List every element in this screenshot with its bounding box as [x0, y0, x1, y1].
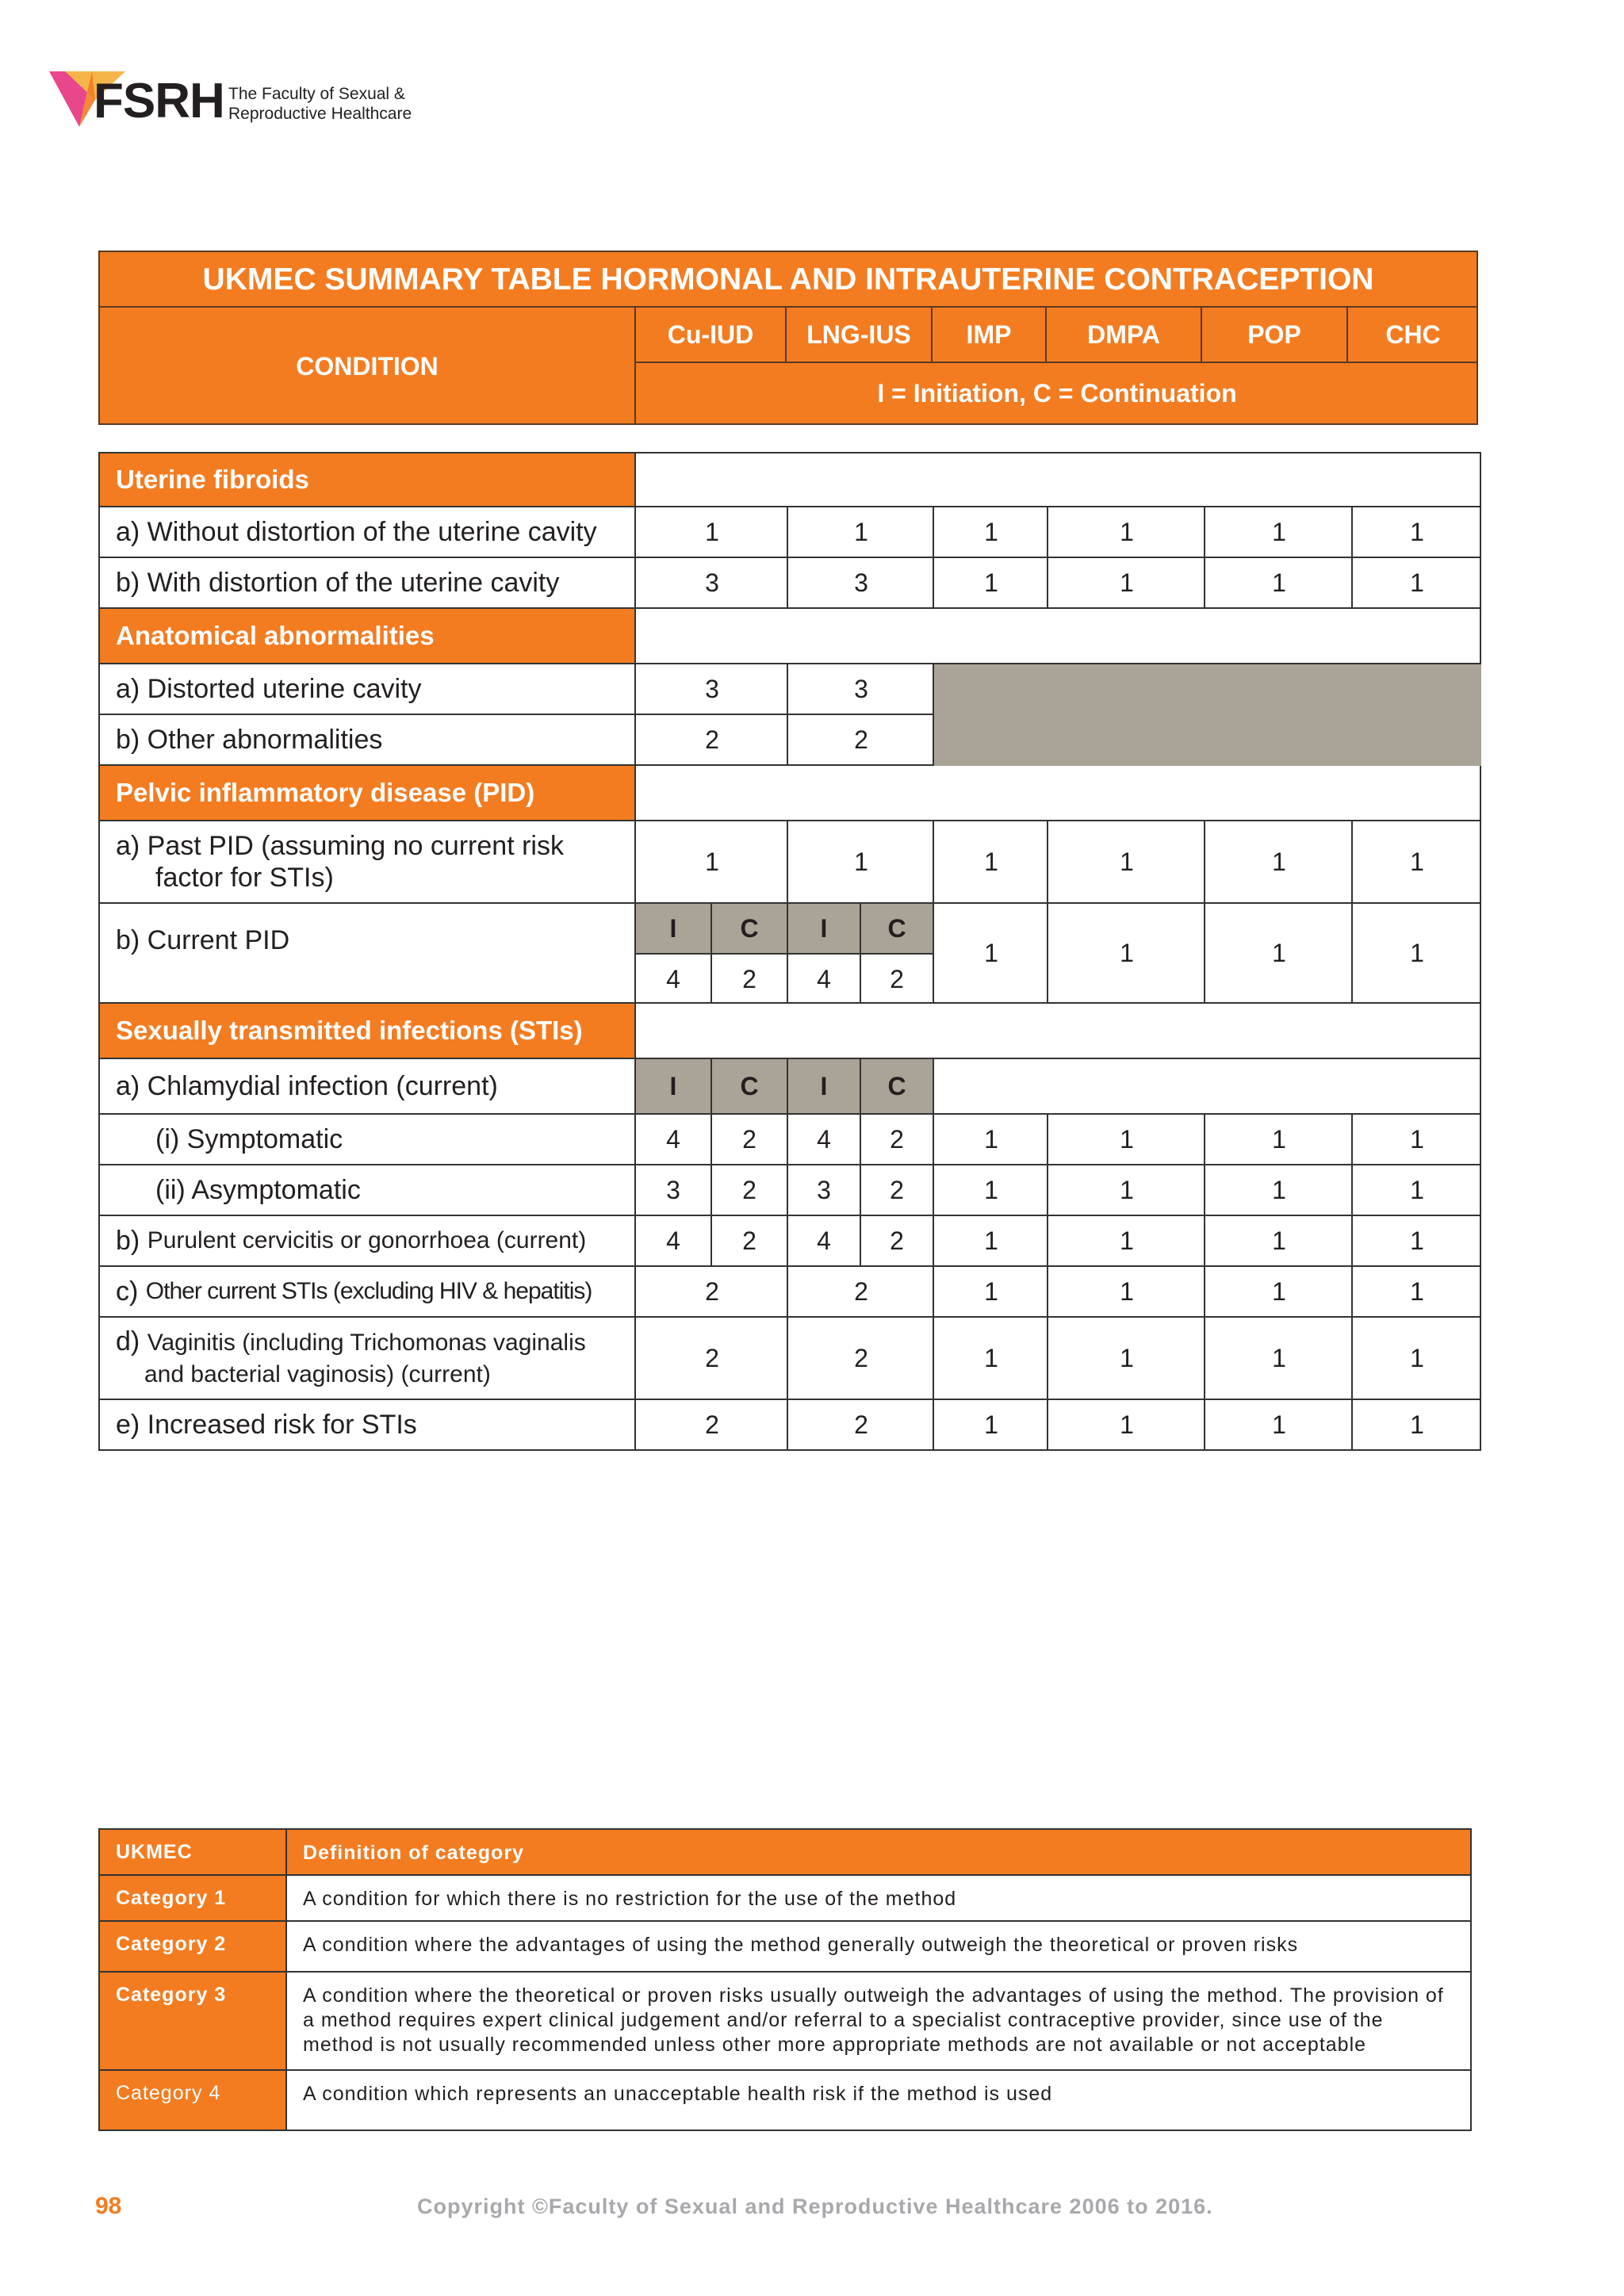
split-value: 3: [817, 1175, 831, 1204]
value-cell: 1: [1272, 568, 1286, 597]
value-cell: 1: [1120, 1226, 1134, 1255]
split-value: 4: [666, 964, 680, 993]
condition-label: (ii) Asymptomatic: [100, 1165, 636, 1215]
condition-label: e) Increased risk for STIs: [100, 1400, 636, 1449]
value-cell: 1: [854, 847, 868, 876]
section-title: Anatomical abnormalities: [100, 609, 636, 663]
page-number: 98: [95, 2193, 122, 2219]
value-cell: 2: [854, 725, 868, 754]
value-cell: 1: [1410, 1175, 1424, 1204]
table-row: [98, 1059, 1481, 1115]
value-cell: 1: [705, 847, 719, 876]
category-text: A condition where the advantages of using the method generally outweigh the theoretical or proven risks: [303, 1934, 1299, 1956]
value-cell: 1: [984, 1410, 998, 1439]
value-cell: 1: [1120, 938, 1134, 967]
section-title: Sexually transmitted infections (STIs): [100, 1004, 636, 1058]
value-cell: 1: [1120, 517, 1134, 546]
table-row: [98, 1267, 1481, 1318]
value-cell: 2: [854, 1343, 868, 1372]
header-methods: [636, 308, 1478, 363]
value-cell: 2: [705, 1276, 719, 1306]
condition-label: b) Other abnormalities: [100, 715, 636, 764]
category-label: Category 4: [100, 2071, 287, 2130]
definition-row: [100, 1973, 1470, 2071]
method-chc: CHC: [1385, 320, 1441, 349]
definitions-header-text: Definition of category: [287, 1830, 1470, 1874]
value-cell: 3: [705, 568, 719, 597]
value-cell: 1: [984, 1276, 998, 1306]
method-dmpa: DMPA: [1047, 308, 1202, 362]
split-value: 2: [742, 1226, 756, 1255]
header-legend: I = Initiation, C = Continuation: [877, 379, 1237, 408]
value-cell: 1: [1120, 568, 1134, 597]
value-cell: 1: [1120, 847, 1134, 876]
definitions-header-label: UKMEC: [100, 1830, 287, 1874]
value-cell: 1: [1272, 1124, 1286, 1154]
value-cell: 1: [1120, 1343, 1134, 1372]
value-cell: 1: [984, 1226, 998, 1255]
value-cell: 1: [1410, 1410, 1424, 1439]
value-cell: 1: [1272, 1276, 1286, 1306]
header-condition: CONDITION: [100, 308, 636, 425]
split-value: 4: [817, 964, 831, 993]
fsrh-logo: [49, 68, 462, 140]
logo-abbr: FSRH: [94, 74, 224, 128]
condition-label: a) Chlamydial infection (current): [100, 1059, 636, 1113]
split-value: 3: [666, 1175, 680, 1204]
value-cell: 1: [1272, 517, 1286, 546]
value-cell: 1: [1272, 1343, 1286, 1372]
definitions-header-row: [100, 1830, 1470, 1876]
value-cell: 1: [1410, 568, 1424, 597]
value-cell: 1: [1272, 847, 1286, 876]
value-cell: 1: [1272, 938, 1286, 967]
header-title: UKMEC SUMMARY TABLE HORMONAL AND INTRAUTERINE CONTRACEPTION: [100, 252, 1477, 308]
table-row: [98, 1165, 1481, 1216]
value-cell: 1: [984, 847, 998, 876]
condition-label: b) Current PID: [100, 904, 636, 1002]
continuation-header: C: [861, 1059, 933, 1113]
method-pop: POP: [1202, 308, 1348, 362]
value-cell: 1: [984, 1343, 998, 1372]
definition-row: [100, 1922, 1470, 1973]
continuation-header: C: [712, 1059, 787, 1113]
split-value: 4: [817, 1124, 831, 1154]
value-cell: 3: [854, 674, 868, 703]
split-value: 2: [742, 1175, 756, 1204]
value-cell: 1: [1120, 1276, 1134, 1306]
table-row: [98, 1318, 1481, 1400]
value-cell: 2: [705, 725, 719, 754]
value-cell: 1: [1410, 938, 1424, 967]
value-cell: 1: [984, 517, 998, 546]
copyright: Copyright ©Faculty of Sexual and Reproductive Healthcare 2006 to 2016.: [417, 2195, 1213, 2218]
section-row: [98, 452, 1481, 507]
method-cu-iud: Cu-IUD: [636, 308, 787, 362]
value-cell: 1: [984, 1175, 998, 1204]
condition-label: (i) Symptomatic: [100, 1115, 636, 1164]
table-row: [98, 1115, 1481, 1165]
condition-label: b) With distortion of the uterine cavity: [100, 558, 636, 607]
initiation-header: I: [636, 904, 710, 953]
value-cell: 1: [1272, 1410, 1286, 1439]
value-cell: 1: [705, 517, 719, 546]
category-label: Category 2: [100, 1922, 287, 1971]
condition-label: c) Other current STIs (excluding HIV & hepatitis): [100, 1267, 636, 1316]
condition-label: a) Distorted uterine cavity: [100, 664, 636, 714]
value-cell: 1: [1120, 1175, 1134, 1204]
logo-subtitle: The Faculty of Sexual & Reproductive Healthcare: [228, 85, 412, 123]
continuation-header: C: [861, 904, 933, 953]
value-cell: 1: [1410, 1276, 1424, 1306]
section-row: [98, 609, 1481, 664]
value-cell: 3: [854, 568, 868, 597]
table-row: [98, 715, 1481, 766]
section-row: [98, 766, 1481, 821]
split-value: 2: [890, 1175, 904, 1204]
not-applicable-shade: [934, 664, 1481, 715]
summary-header: [98, 251, 1478, 425]
category-text: A condition which represents an unacceptable health risk if the method is used: [303, 2083, 1053, 2105]
value-cell: 2: [705, 1410, 719, 1439]
method-lng-ius: LNG-IUS: [787, 308, 933, 362]
split-value: 2: [890, 1124, 904, 1154]
condition-label: a) Without distortion of the uterine cavity: [100, 507, 636, 557]
value-cell: 1: [984, 938, 998, 967]
value-cell: 3: [705, 674, 719, 703]
condition-label: b) Purulent cervicitis or gonorrhoea (current): [100, 1216, 636, 1265]
initiation-header: I: [788, 904, 860, 953]
initiation-header: I: [636, 1059, 710, 1113]
value-cell: 2: [705, 1343, 719, 1372]
value-cell: 1: [1410, 517, 1424, 546]
table-row: [98, 664, 1481, 715]
category-label: Category 1: [100, 1876, 287, 1920]
value-cell: 1: [1120, 1410, 1134, 1439]
table-row: [98, 1400, 1481, 1451]
value-cell: 1: [1410, 847, 1424, 876]
value-cell: 1: [854, 517, 868, 546]
table-row: [98, 1216, 1481, 1267]
split-value: 2: [890, 964, 904, 993]
split-value: 4: [817, 1226, 831, 1255]
not-applicable-shade: [934, 714, 1481, 766]
split-value: 2: [742, 1124, 756, 1154]
split-value: 2: [742, 964, 756, 993]
table-row: [98, 507, 1481, 558]
definition-row: [100, 2071, 1470, 2130]
initiation-header: I: [788, 1059, 860, 1113]
condition-label: a) Past PID (assuming no current risk factor for STIs): [100, 821, 636, 902]
value-cell: 2: [854, 1276, 868, 1306]
section-row: [98, 1004, 1481, 1059]
table-row: [98, 558, 1481, 609]
table-row: [98, 904, 1481, 1004]
method-imp: IMP: [933, 308, 1047, 362]
value-cell: 1: [1410, 1226, 1424, 1255]
category-label: Category 3: [100, 1973, 287, 2069]
condition-label: d) Vaginitis (including Trichomonas vaginalis and bacterial vaginosis) (current): [100, 1318, 636, 1399]
continuation-header: C: [712, 904, 787, 953]
value-cell: 1: [1120, 1124, 1134, 1154]
value-cell: 1: [1410, 1124, 1424, 1154]
category-text: A condition for which there is no restriction for the use of the method: [303, 1888, 957, 1910]
value-cell: 1: [984, 568, 998, 597]
ukmec-table: [98, 452, 1481, 1451]
value-cell: 1: [984, 1124, 998, 1154]
value-cell: 2: [854, 1410, 868, 1439]
value-cell: 1: [1272, 1226, 1286, 1255]
split-value: 4: [666, 1226, 680, 1255]
table-row: [98, 821, 1481, 904]
section-title: Uterine fibroids: [100, 453, 636, 506]
section-title: Pelvic inflammatory disease (PID): [100, 766, 636, 820]
value-cell: 1: [1410, 1343, 1424, 1372]
value-cell: 1: [1272, 1175, 1286, 1204]
split-value: 4: [666, 1124, 680, 1154]
definition-row: [100, 1876, 1470, 1922]
category-definitions: [98, 1828, 1472, 2131]
split-value: 2: [890, 1226, 904, 1255]
category-text: A condition where the theoretical or proven risks usually outweigh the advantages of using the method. The provision of a method requires expert clinical judgement and/or referral to a specialist contraceptive provider, since use of the method is not usually recommended unless other more appropriate methods are not available or not acceptable: [303, 1984, 1444, 2056]
